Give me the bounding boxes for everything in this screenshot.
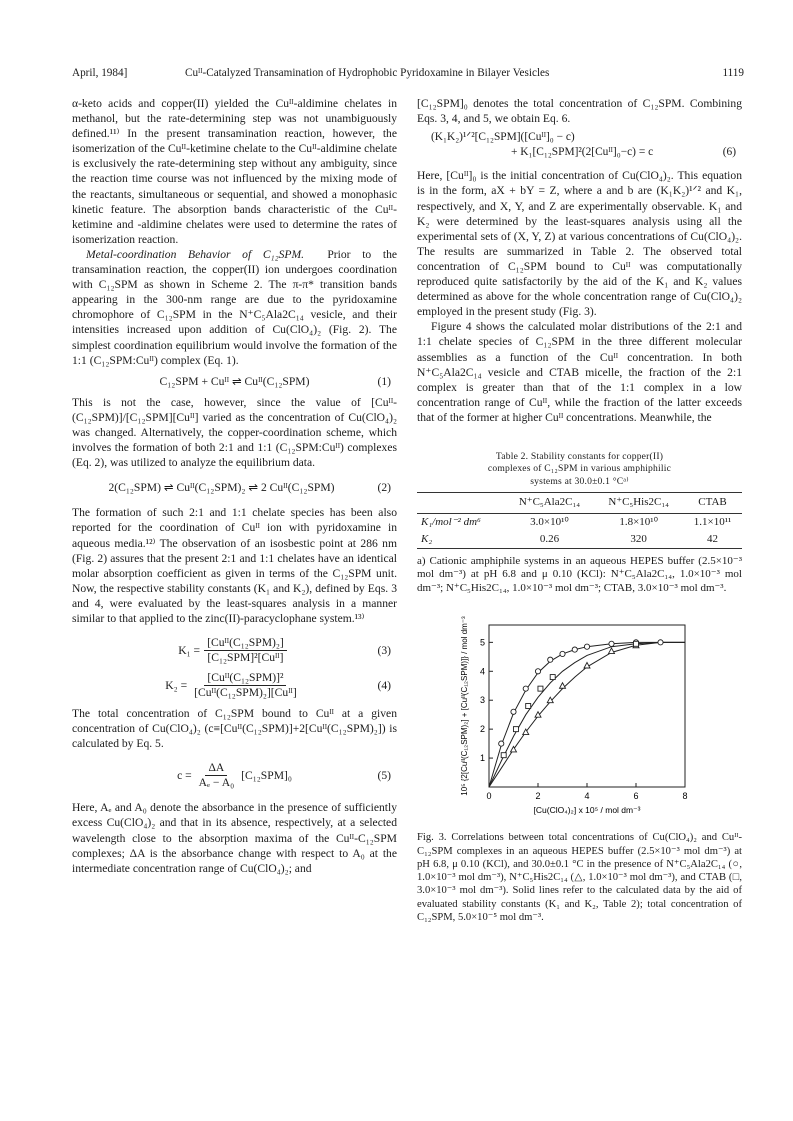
data-point-circle <box>609 641 614 646</box>
figure-3 <box>417 615 742 823</box>
running-header <box>72 66 744 84</box>
numerator: ΔA <box>205 761 227 776</box>
denominator: [C₁₂SPM]²[Cuᴵᴵ] <box>207 651 284 665</box>
header-date: April, 1984] <box>72 67 128 79</box>
table-cell: 0.26 <box>505 531 595 549</box>
equation-rhs: [C₁₂SPM]₀ <box>241 769 292 783</box>
y-axis-label: 10⁵ {2[Cuᴵᴵ(C₁₂SPM)₂] + [Cuᴵᴵ(C₁₂SPM)]} / mol dm⁻³ <box>460 616 469 796</box>
data-point-circle <box>523 686 528 691</box>
equation-3 <box>72 636 397 665</box>
column-header <box>417 493 505 513</box>
table-cell: K₂ <box>417 531 505 549</box>
equation-1 <box>72 374 397 389</box>
table-cell: K₁/mol⁻² dm⁶ <box>421 515 481 528</box>
data-point-circle <box>658 640 663 645</box>
equation-number: (1) <box>377 374 391 388</box>
page-number: 1119 <box>722 67 744 79</box>
paragraph: [C₁₂SPM]₀ denotes the total concentration of C₁₂SPM. Combining Eqs. 3, 4, and 5, we obtain Eq. 6. <box>417 97 742 126</box>
equation-4 <box>72 671 397 700</box>
y-tick-label: 5 <box>479 637 485 648</box>
data-point-square <box>538 686 543 691</box>
equation-text: + K₁[C₁₂SPM]²(2[Cuᴵᴵ]₀−c) = c <box>511 146 654 159</box>
data-point-circle <box>499 741 504 746</box>
table-caption-line: systems at 30.0±0.1 °Cᵃ⁾ <box>530 475 629 487</box>
data-point-triangle <box>535 712 541 718</box>
table-cell: 1.1×10¹¹ <box>693 515 732 528</box>
paragraph: The total concentration of C₁₂SPM bound to Cuᴵᴵ at a given concentration of Cu(ClO₄)₂ (c≡[Cuᴵᴵ(C₁₂SPM)]+2[Cuᴵᴵ(C₁₂SPM)₂]) is calculated by Eq. 5. <box>72 707 397 751</box>
table-cell: 320 <box>594 531 683 549</box>
equation-line-1: (K₁K₂)¹ᐟ²[C₁₂SPM]([Cuᴵᴵ]₀ − c) <box>431 131 575 144</box>
left-column <box>72 96 397 876</box>
paragraph-body: Prior to the transamination reaction, the copper(II) ion undergoes coordination with C₁₂SPM as shown in Scheme 2. The π-π* transition bands appearing in the 300-nm range are due to the pyridoxamine chromophore of C₁₂SPM in the N⁺C₅Ala2C₁₄ vesicle, and their intensities increased upon addition of Cu(ClO₄)₂ (Fig. 2). The simplest coordination equilibrium would involve the formation of the 1:1 (C₁₂SPM:Cuᴵᴵ) complex (Eq. 1). <box>72 247 398 367</box>
equation-number: (5) <box>377 769 391 783</box>
denominator: Aₑ − A₀ <box>198 776 235 790</box>
paragraph: Here, [Cuᴵᴵ]₀ is the initial concentration of Cu(ClO₄)₂. This equation is in the form, aX + bY = Z, where a and b are (K₁K₂)¹ᐟ² and K₁, respectively, and X, Y, and Z are experimentally observable. K₁ and K₂ were determined by the least-squares analysis using all the experimental sets of (X, Y, Z) at various concentrations of Cu(ClO₄)₂. The results are summarized in Table 2. The observed total concentration of C₁₂SPM bound to Cuᴵᴵ was computationally reproduced quite satisfactorily by the aid of the K₁ and K₂ values determined as above for the whole concentration range of Cu(ClO₄)₂ employed in the present study (Fig. 3). <box>417 169 742 319</box>
data-point-square <box>634 642 639 647</box>
data-point-circle <box>511 709 516 714</box>
paragraph: The formation of such 2:1 and 1:1 chelate species has been also reported for the coordination of Cuᴵᴵ ion with pyridoxamine in aqueous media.¹²⁾ The observation of an isosbestic point at 286 nm (Fig. 2) assures that the present 2:1 and 1:1 chelates have an identical molar absorption coefficient as given in terms of the C₁₂SPM unit. Now, the respective stability constants (K₁ and K₂), defined by Eqs. 3 and 4, were evaluated by the least-squares analysis in a manner similar to that applied to the zinc(II)-paracyclophane system.¹³⁾ <box>72 506 397 625</box>
right-column <box>417 96 742 924</box>
column-header: N⁺C₅His2C₁₄ <box>594 493 683 513</box>
table-cell: 3.0×10¹⁰ <box>530 515 569 528</box>
table-caption <box>417 451 742 489</box>
data-point-circle <box>584 644 589 649</box>
data-point-circle <box>560 652 565 657</box>
data-point-square <box>513 727 518 732</box>
x-tick-label: 2 <box>535 791 541 802</box>
numerator: [Cuᴵᴵ(C₁₂SPM)]² <box>204 671 286 686</box>
data-point-triangle <box>609 648 615 654</box>
equation-5 <box>72 761 397 790</box>
data-point-circle <box>572 647 577 652</box>
stability-constants-table <box>417 492 742 548</box>
equation-6 <box>431 130 742 160</box>
data-point-circle <box>535 669 540 674</box>
equation-text: C₁₂SPM + Cuᴵᴵ ⇌ Cuᴵᴵ(C₁₂SPM) <box>159 374 310 388</box>
table-cell: 42 <box>683 531 742 549</box>
figure-caption: Fig. 3. Correlations between total concentrations of Cu(ClO₄)₂ and Cuᴵᴵ-C₁₂SPM complexes in an aqueous HEPES buffer (2.5×10⁻³ mol dm⁻³) at pH 6.8, μ 0.10 (KCl), and 30.0±0.1 °C in the presence of N⁺C₅Ala2C₁₄ (○, 1.0×10⁻³ mol dm⁻³), N⁺C₅His2C₁₄ (△, 1.0×10⁻³ mol dm⁻³), and CTAB (□, 3.0×10⁻³ mol dm⁻³). Solid lines refer to the calculated data by the aid of evaluated stability constants (K₁ and K₂, Table 2); total concentration of C₁₂SPM, 5.0×10⁻⁵ mol dm⁻³. <box>417 832 742 924</box>
y-tick-label: 3 <box>479 695 485 706</box>
equation-lhs: K₁ = <box>178 644 201 658</box>
y-tick-label: 1 <box>479 753 485 764</box>
equation-number: (4) <box>377 679 391 693</box>
numerator: [Cuᴵᴵ(C₁₂SPM)₂] <box>204 636 287 651</box>
equation-number: (2) <box>377 481 391 495</box>
fig3-chart <box>417 615 742 823</box>
equation-lhs: K₂ = <box>165 679 188 693</box>
paragraph: α-keto acids and copper(II) yielded the Cuᴵᴵ-aldimine chelates in methanol, but the rate-determining step was not unambiguously defined.¹¹⁾ In the present transamination reaction, however, the isomerization of the Cuᴵᴵ-ketimine chelate to the Cuᴵᴵ-aldimine chelate is exclusively the rate-determining step without any ambiguity, since the reaction time course was not influenced by the mixing mode of the reactants, simultaneous or sequential, and showed a monophasic kinetic feature. The absorption bands characteristic of the Cuᴵᴵ-ketimine and -aldimine chelates were used to determine the rates of isomerization reaction. <box>72 97 397 246</box>
paragraph: This is not the case, however, since the value of [Cuᴵᴵ-(C₁₂SPM)]/[C₁₂SPM][Cuᴵᴵ] varied as the concentration of Cu(ClO₄)₂ was changed. Alternatively, the copper-coordination scheme, which involves the formation of both 2:1 and 1:1 (C₁₂SPM:Cuᴵᴵ) complexes (Eq. 2), was utilized to analyze the equilibrium data. <box>72 395 397 470</box>
x-axis-label: [Cu(ClO₄)₂] x 10⁵ / mol dm⁻³ <box>533 805 641 816</box>
y-tick-label: 2 <box>479 724 485 735</box>
paragraph-metal-coordination <box>72 247 397 368</box>
equation-number: (6) <box>722 146 736 159</box>
equation-text: 2(C₁₂SPM) ⇌ Cuᴵᴵ(C₁₂SPM)₂ ⇌ 2 Cuᴵᴵ(C₁₂SPM) <box>108 481 335 495</box>
equation-number: (3) <box>377 644 391 658</box>
table-header-row <box>417 493 742 513</box>
equation-lhs: c = <box>177 769 192 783</box>
data-point-square <box>501 753 506 758</box>
data-point-circle <box>548 657 553 662</box>
data-point-triangle <box>560 683 566 689</box>
data-point-square <box>550 675 555 680</box>
equation-2 <box>72 480 397 495</box>
section-heading: Metal-coordination Behavior of C₁₂SPM. <box>86 247 305 261</box>
equation-fraction <box>191 671 300 700</box>
table-caption-line: Table 2. Stability constants for copper(II) <box>495 450 664 462</box>
column-header: N⁺C₅Ala2C₁₄ <box>505 493 595 513</box>
x-tick-label: 0 <box>486 791 492 802</box>
paragraph: Figure 4 shows the calculated molar distributions of the 2:1 and 1:1 chelate species of C₁₂SPM in the three different molecular assemblies as a function of the Cuᴵᴵ concentration. In both N⁺C₅Ala2C₁₄ vesicle and CTAB micelle, the fraction of the 2:1 complex is greater than that of the 1:1 complex in a low concentration range of Cuᴵᴵ, while the fraction of the latter exceeds that of the former at higher Cuᴵᴵ concentrations. Meanwhile, the <box>417 320 742 424</box>
table-footnote: a) Cationic amphiphile systems in an aqueous HEPES buffer (2.5×10⁻³ mol dm⁻³) at pH 6.8 and μ 0.10 (KCl): N⁺C₅Ala2C₁₄, 1.0×10⁻³ mol dm⁻³; N⁺C₅His2C₁₄, 1.0×10⁻³ mol dm⁻³; CTAB, 3.0×10⁻³ mol dm⁻³. <box>417 554 742 594</box>
column-header: CTAB <box>683 493 742 513</box>
table-row <box>417 513 742 531</box>
paragraph: Here, Aₑ and A₀ denote the absorbance in the presence of sufficiently excess Cu(ClO₄)₂ and that in its absence, respectively, at a selected wavelength close to the absorption maxima of the Cuᴵᴵ-C₁₂SPM complexes; ΔA is the absorbance change with respect to A₀ at the intermediate concentration range of Cu(ClO₄)₂; and <box>72 801 397 875</box>
equation-fraction <box>204 636 287 665</box>
table-cell: 1.8×10¹⁰ <box>619 515 658 528</box>
table-caption-line: complexes of C₁₂SPM in various amphiphilic <box>487 463 672 475</box>
y-tick-label: 4 <box>479 666 485 677</box>
data-point-square <box>526 704 531 709</box>
x-tick-label: 4 <box>584 791 590 802</box>
equation-line-2 <box>431 145 742 160</box>
table-row <box>417 531 742 549</box>
header-title: Cuᴵᴵ-Catalyzed Transamination of Hydrophobic Pyridoxamine in Bilayer Vesicles <box>185 67 550 79</box>
equation-fraction <box>196 761 237 790</box>
x-tick-label: 6 <box>633 791 639 802</box>
x-tick-label: 8 <box>682 791 688 802</box>
denominator: [Cuᴵᴵ(C₁₂SPM)₂][Cuᴵᴵ] <box>194 686 297 700</box>
